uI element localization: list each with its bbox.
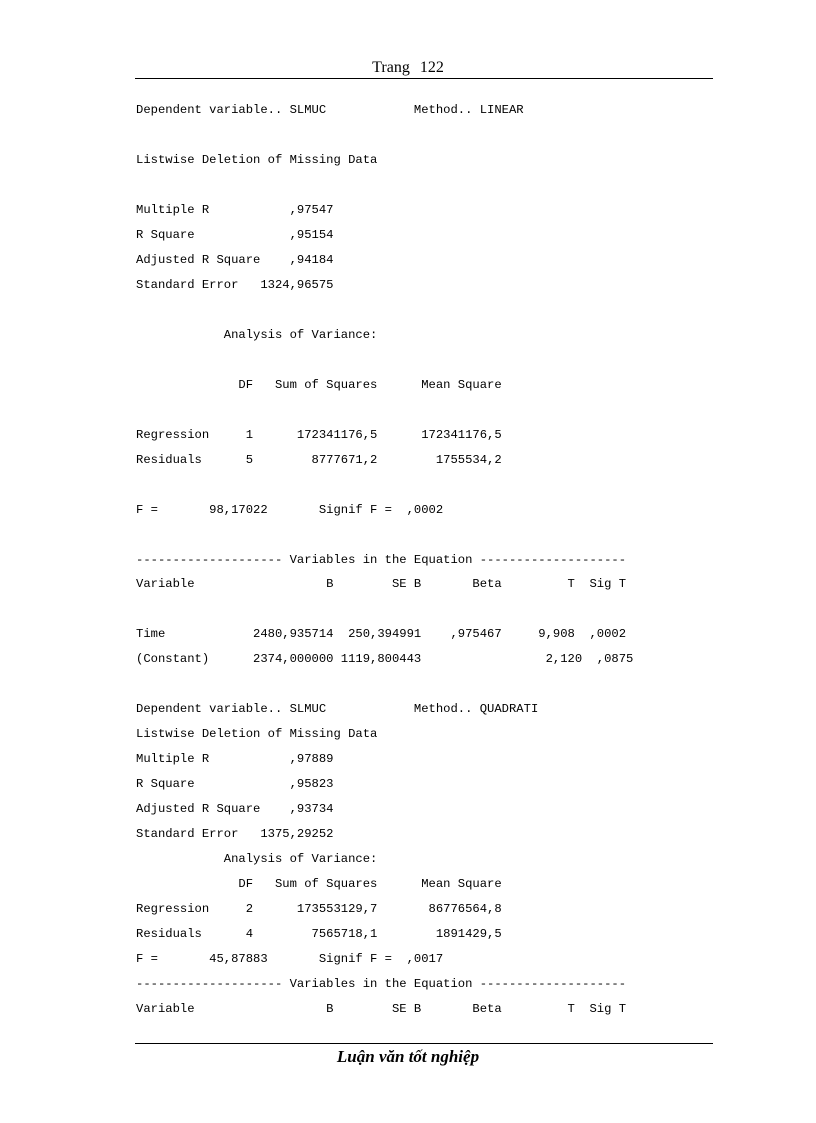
regression-row: Regression 1 172341176,5 172341176,5 [136, 428, 502, 442]
f-statistic-line: F = 45,87883 Signif F = ,0017 [136, 952, 444, 966]
anova-header-line: DF Sum of Squares Mean Square [136, 378, 502, 392]
r-square-line: R Square ,95154 [136, 228, 334, 242]
constant-row: (Constant) 2374,000000 1119,800443 2,120 ,0875 [136, 652, 634, 666]
residuals-row: Residuals 4 7565718,1 1891429,5 [136, 927, 502, 941]
multiple-r-line: Multiple R ,97547 [136, 203, 334, 217]
header-rule [135, 78, 713, 79]
page-footer: Luận văn tốt nghiệp [336, 1047, 480, 1066]
variables-divider-line: -------------------- Variables in the Equation -------------------- [136, 977, 627, 991]
residuals-row: Residuals 5 8777671,2 1755534,2 [136, 453, 502, 467]
variables-header-line: Variable B SE B Beta T Sig T [136, 577, 627, 591]
adjusted-r-square-line: Adjusted R Square ,93734 [136, 802, 334, 816]
multiple-r-line: Multiple R ,97889 [136, 752, 334, 766]
adjusted-r-square-line: Adjusted R Square ,94184 [136, 253, 334, 267]
dependent-variable-line: Dependent variable.. SLMUC Method.. LINEAR [136, 103, 524, 117]
anova-title-line: Analysis of Variance: [136, 852, 378, 866]
page-header [0, 58, 816, 78]
page-number: 122 [419, 59, 444, 76]
anova-title-line: Analysis of Variance: [136, 328, 378, 342]
dependent-variable-line: Dependent variable.. SLMUC Method.. QUADRATI [136, 702, 539, 716]
r-square-line: R Square ,95823 [136, 777, 334, 791]
f-statistic-line: F = 98,17022 Signif F = ,0002 [136, 503, 444, 517]
listwise-deletion-line: Listwise Deletion of Missing Data [136, 153, 378, 167]
standard-error-line: Standard Error 1324,96575 [136, 278, 334, 292]
variables-divider-line: -------------------- Variables in the Equation -------------------- [136, 553, 627, 567]
time-row: Time 2480,935714 250,394991 ,975467 9,908 ,0002 [136, 627, 627, 641]
listwise-deletion-line: Listwise Deletion of Missing Data [136, 727, 378, 741]
anova-header-line: DF Sum of Squares Mean Square [136, 877, 502, 891]
standard-error-line: Standard Error 1375,29252 [136, 827, 334, 841]
variables-header-line: Variable B SE B Beta T Sig T [136, 1002, 627, 1016]
regression-row: Regression 2 173553129,7 86776564,8 [136, 902, 502, 916]
footer-rule [135, 1043, 713, 1044]
page-label: Trang [372, 59, 410, 76]
